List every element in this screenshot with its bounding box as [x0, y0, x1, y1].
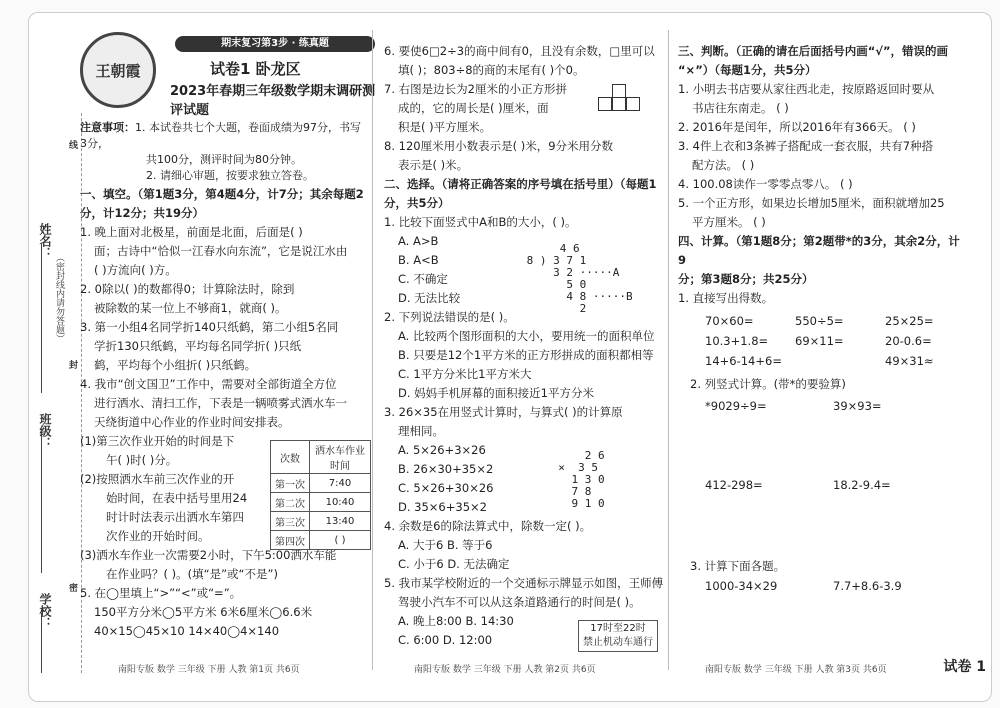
question-line: 3. 26×35在用竖式计算时，与算式( )的计算原 — [384, 405, 623, 419]
section-heading: 分，共5分） — [384, 196, 450, 210]
paper-subtitle: 2023年春期三年级数学期末调研测评试题 — [170, 84, 376, 118]
question-line: 午( )时( )分。 — [106, 453, 178, 467]
question-line: 1. 小明去书店要从家往西北走，按原路返回时要从 — [678, 82, 935, 96]
vertical-calc-item: 18.2-9.4= — [833, 478, 891, 492]
table-cell: 第三次 — [271, 512, 310, 531]
notes-line: 共100分，测评时间为80分钟。 — [146, 153, 302, 166]
step-calc-title: 3. 计算下面各题。 — [690, 559, 786, 573]
question-line: B. A<B — [398, 253, 439, 267]
section-heading: 三、判断。（正确的请在后面括号内画“√”，错误的画 — [678, 44, 949, 58]
question-line: A. 5×26+3×26 — [398, 443, 486, 457]
question-line: C. 1平方分米比1平方米大 — [398, 367, 532, 381]
calc-row: 9 1 0 — [545, 497, 605, 510]
notes-line: 2. 请细心审题，按要求独立答卷。 — [146, 169, 314, 182]
sign-line: 17时至22时 — [590, 623, 646, 634]
column-divider — [668, 30, 669, 670]
question-line: 3. 4件上衣和3条裤子搭配成一套衣服，共有7种搭 — [678, 139, 934, 153]
question-line: B. 只要是12个1平方米的正方形拼成的面积都相等 — [398, 348, 654, 362]
section-heading: 二、选择。（请将正确答案的序号填在括号里）（每题1 — [384, 177, 657, 191]
paper-title: 试卷1 卧龙区 — [210, 60, 301, 78]
seal-mark-feng: 封 — [69, 361, 79, 371]
school-underline — [41, 613, 43, 673]
question-line: 1. 比较下面竖式中A和B的大小，( )。 — [384, 215, 577, 229]
table-cell: 第二次 — [271, 493, 310, 512]
question-line: D. 35×6+35×2 — [398, 500, 487, 514]
calc-row: 3 2 ·····A — [520, 266, 620, 279]
question-line: 150平方分米◯5平方米 6米6厘米◯6.6米 — [94, 605, 313, 619]
question-line: C. 6:00 D. 12:00 — [398, 633, 493, 647]
class-label: 班级： — [38, 413, 52, 449]
question-line: C. 5×26+30×26 — [398, 481, 494, 495]
question-line: 3. 第一小组4名同学折140只纸鹤，第二小组5名同 — [80, 320, 339, 334]
section-heading: “×”）（每题1分，共5分） — [678, 63, 817, 77]
seal-mark-line: 线 — [69, 141, 79, 151]
question-line: 1. 直接写出得数。 — [678, 291, 774, 305]
question-line: 书店往东南走。 ( ) — [692, 101, 789, 115]
question-line: 成的，它的周长是( )厘米，面 — [398, 101, 549, 115]
question-line: 始时间，在表中括号里用24 — [106, 491, 248, 505]
direct-calc-item: 10.3+1.8= — [705, 334, 769, 348]
question-line: 次作业的开始时间。 — [106, 529, 210, 543]
school-label: 学校： — [38, 593, 52, 629]
vertical-calc-title: 2. 列竖式计算。(带*的要验算) — [690, 377, 846, 391]
column-2 — [384, 42, 664, 650]
section-heading: 分；第3题8分；共25分） — [678, 272, 814, 286]
question-line: 1. 晚上面对北极星，前面是北面，后面是( ) — [80, 225, 303, 239]
direct-calc-item: 70×60= — [705, 314, 754, 328]
question-line: 理相同。 — [398, 424, 444, 438]
question-line: A. 晚上8:00 B. 14:30 — [398, 614, 514, 628]
question-line: 平方厘米。 ( ) — [692, 215, 766, 229]
calc-row: 2 — [520, 302, 587, 315]
question-line: D. 妈妈手机屏幕的面积接近1平方分米 — [398, 386, 594, 400]
question-line: 6. 要使6□2÷3的商中间有0，且没有余数，□里可以 — [384, 44, 655, 58]
table-cell: 第四次 — [271, 531, 310, 550]
calc-row: 8 ) 3 7 1 — [520, 254, 587, 267]
exam-notes — [80, 120, 365, 184]
vertical-calc-item: 39×93= — [833, 399, 882, 413]
question-line: B. 26×30+35×2 — [398, 462, 494, 476]
question-line: 天绕街道中心作业的作业时间安排表。 — [94, 415, 290, 429]
direct-calc-item: 550÷5= — [795, 314, 844, 328]
direct-calc-item: 20-0.6= — [885, 334, 932, 348]
question-line: 配方法。 ( ) — [692, 158, 755, 172]
question-line: 4. 100.08读作一零零点零八。 ( ) — [678, 177, 853, 191]
question-line: 4. 余数是6的除法算式中，除数一定( )。 — [384, 519, 592, 533]
direct-calc-item: 49×31≈ — [885, 354, 934, 368]
calc-row: 1 3 0 — [545, 473, 605, 486]
calc-row: 5 0 — [520, 278, 587, 291]
page-footer: 南阳专版 数学 三年级 下册 人教 第3页 共6页 — [705, 665, 887, 675]
question-line: 填( )；803÷8的商的末尾有( )个0。 — [398, 63, 585, 77]
multiplication-figure — [545, 450, 605, 510]
column-divider — [372, 30, 373, 670]
question-line: 在作业吗？( )。(填“是”或“不是”) — [106, 567, 278, 581]
table-cell: 13:40 — [310, 512, 371, 531]
question-line: 鹤，平均每个小组折( )只纸鹤。 — [94, 358, 257, 372]
question-line: 时计时法表示出洒水车第四 — [106, 510, 244, 524]
page-footer: 南阳专版 数学 三年级 下册 人教 第2页 共6页 — [414, 665, 596, 675]
step-calc-item: 7.7+8.6-3.9 — [833, 579, 902, 593]
direct-calc-item: 14+6-14+6= — [705, 354, 782, 368]
direct-calc-item: 25×25= — [885, 314, 934, 328]
question-line: 4. 我市“创文国卫”工作中，需要对全部街道全方位 — [80, 377, 337, 391]
question-line: 被除数的某一位上不够商1，就商( )。 — [94, 301, 287, 315]
table-header: 次数 — [271, 441, 310, 474]
question-line: 学折130只纸鹤，平均每名同学折( )只纸 — [94, 339, 302, 353]
section-heading: 一、填空。（第1题3分，第4题4分，计7分；其余每题2 — [80, 187, 364, 201]
table-cell: 7:40 — [310, 474, 371, 493]
question-line: C. 小于6 D. 无法确定 — [398, 557, 510, 571]
question-line: A. 大于6 B. 等于6 — [398, 538, 493, 552]
section-heading: 分，计12分；共19分） — [80, 206, 205, 220]
question-line: 面；古诗中“恰似一江春水向东流”，它是说江水由 — [94, 244, 348, 258]
direct-calc-item: 69×11= — [795, 334, 844, 348]
question-line: (2)按照洒水车前三次作业的开 — [80, 472, 235, 486]
sign-line: 禁止机动车通行 — [583, 637, 653, 648]
question-line: 8. 120厘米用小数表示是( )米，9分米用分数 — [384, 139, 614, 153]
class-underline — [41, 433, 43, 573]
section-heading: 四、计算。（第1题8分；第2题带*的3分，其余2分，计9 — [678, 234, 960, 267]
question-line: 2. 下列说法错误的是( )。 — [384, 310, 515, 324]
question-line: C. 不确定 — [398, 272, 448, 286]
question-line: A. 比较两个图形面积的大小，要用统一的面积单位 — [398, 329, 655, 343]
step-banner: 期末复习第3步 · 练真题 — [175, 36, 375, 52]
question-line: (3)洒水车作业一次需要2小时，下午5:00洒水车能 — [80, 548, 337, 562]
question-line: 40×15◯45×10 14×40◯4×140 — [94, 624, 280, 638]
vertical-calc-item: 412-298= — [705, 478, 763, 492]
name-label: 姓名： — [38, 223, 52, 259]
calc-row: 7 8 — [545, 485, 592, 498]
question-line: A. A>B — [398, 234, 439, 248]
paper-header — [80, 32, 380, 127]
calc-row: 4 6 — [520, 242, 580, 255]
traffic-sign — [578, 620, 658, 652]
table-cell: 10:40 — [310, 493, 371, 512]
question-line: 5. 一个正方形，如果边长增加5厘米，面积就增加25 — [678, 196, 945, 210]
notes-title: 注意事项： — [80, 121, 135, 134]
question-line: ( )方流向( )方。 — [94, 263, 177, 277]
question-line: 驾驶小汽车不可以从这条道路通行的时间是( )。 — [398, 595, 641, 609]
question-line: 7. 右图是边长为2厘米的小正方形拼 — [384, 82, 567, 96]
question-line: 5. 在◯里填上“>”“<”或“=”。 — [80, 586, 242, 600]
brand-logo: 王朝霞 — [80, 32, 156, 108]
question-line: 表示是( )米。 — [398, 158, 469, 172]
question-line: 2. 0除以( )的数都得0；计算除法时，除到 — [80, 282, 295, 296]
column-3 — [678, 42, 963, 308]
name-underline — [41, 243, 43, 393]
question-line: 2. 2016年是闰年，所以2016年有366天。 ( ) — [678, 120, 916, 134]
answer-blank[interactable]: ( ) — [310, 531, 371, 550]
table-header: 洒水车作业时间 — [310, 441, 371, 474]
paper-number-label: 试卷 1 — [943, 659, 986, 675]
long-division-figure — [520, 243, 633, 315]
table-cell: 第一次 — [271, 474, 310, 493]
question-line: 积是( )平方厘米。 — [398, 120, 492, 134]
question-line: 5. 我市某学校附近的一个交通标示牌显示如图，王师傅 — [384, 576, 664, 590]
question-line: 进行洒水、清扫工作，下表是一辆喷雾式洒水车一 — [94, 396, 347, 410]
notes-line: 1. 本试卷共七个大题，卷面成绩为97分，书写3分， — [80, 121, 361, 150]
question-line: D. 无法比较 — [398, 291, 461, 305]
page-footer: 南阳专版 数学 三年级 下册 人教 第1页 共6页 — [118, 665, 300, 675]
seal-mark-mi: 密 — [69, 584, 79, 594]
sprinkler-schedule-table — [270, 440, 371, 550]
vertical-calc-item: *9029÷9= — [705, 399, 767, 413]
calc-row: 2 6 — [545, 449, 605, 462]
question-line: (1)第三次作业开始的时间是下 — [80, 434, 235, 448]
calc-row: × 3 5 — [545, 461, 598, 474]
column-1 — [80, 185, 365, 641]
step-calc-item: 1000-34×29 — [705, 579, 778, 593]
calc-row: 4 8 ·····B — [520, 290, 633, 303]
seal-note: （密封线内请勿答题） — [54, 253, 64, 343]
